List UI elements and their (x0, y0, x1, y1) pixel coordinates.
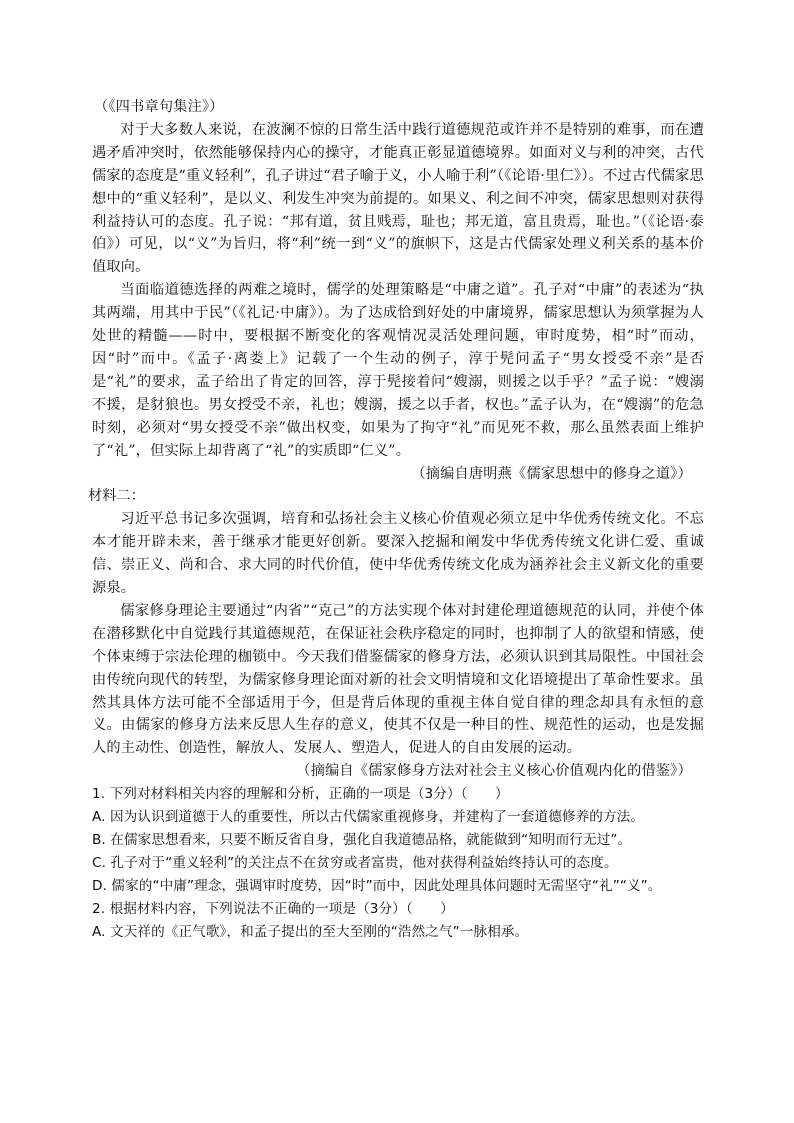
material1-paragraph-1: 对于大多数人来说，在波澜不惊的日常生活中践行道德规范或许并不是特别的难事，而在遭遇矛盾冲突时，依然能够保持内心的操守，才能真正彰显道德境界。如面对义与利的冲突，古代儒家的态度是“重义轻利”，孔子讲过“君子喻于义，小人喻于利”（《论语·里仁》）。不过古代儒家思想中的“重义轻利”，是以义、利发生冲突为前提的。如果义、利之间不冲突，儒家思想则对获得利益持认可的态度。孔子说：“邦有道，贫且贱焉，耻也；邦无道，富且贵焉，耻也。”（《论语·泰伯》）可见，以“义”为旨归，将“利”统一到“义”的旗帜下，这是古代儒家处理义利关系的基本价值取向。 (92, 121, 704, 276)
citation-top: （《四书章句集注》） (94, 99, 224, 115)
question-1: 1. 下列对材料相关内容的理解和分析，正确的一项是（3分）（ ） (92, 786, 509, 803)
material2-label: 材料二： (88, 488, 145, 505)
question-1-option-a: A. 因为认识到道德于人的重要性，所以古代儒家重视修身，并建构了一套道德修养的方法。 (92, 809, 645, 826)
question-1-option-c: C. 孔子对于“重义轻利”的关注点不在贫穷或者富贵，他对获得利益始终持认可的态度。 (92, 854, 618, 871)
question-2: 2. 根据材料内容，下列说法不正确的一项是（3分）（ ） (92, 900, 454, 917)
material1-source: （摘编自唐明燕《儒家思想中的修身之道》） (411, 465, 692, 482)
material2-paragraph-1: 习近平总书记多次强调，培育和弘扬社会主义核心价值观必须立足中华优秀传统文化。不忘本才能开辟未来，善于继承才能更好创新。要深入挖掘和阐发中华优秀传统文化讲仁爱、重诚信、崇正义、尚和合、求大同的时代价值，使中华优秀传统文化成为涵养社会主义新文化的重要源泉。 (92, 511, 704, 597)
question-2-option-a: A. 文天祥的《正气歌》，和孟子提出的至大至刚的“浩然之气”一脉相承。 (92, 923, 529, 940)
material1-paragraph-2: 当面临道德选择的两难之境时，儒学的处理策略是“中庸之道”。孔子对“中庸”的表述为“执其两端，用其中于民”（《礼记·中庸》）。为了达成恰到好处的中庸境界，儒家思想认为须掌握为人处世的精髓——时中，要根据不断变化的客观情况灵活处理问题，审时度势，相“时”而动，因“时”而中。《孟子·离娄上》记载了一个生动的例子，淳于髡问孟子“男女授受不亲”是否是“礼”的要求，孟子给出了肯定的回答，淳于髡接着问“嫂溺，则援之以手乎？”孟子说：“嫂溺不援，是豺狼也。男女授受不亲，礼也；嫂溺，援之以手者，权也。”孟子认为，在“嫂溺”的危急时刻，必须对“男女授受不亲”做出权变，如果为了拘守“礼”而见死不救，那么虽然表面上维护了“礼”，但实际上却背离了“礼”的实质即“仁义”。 (92, 282, 704, 459)
question-1-option-d: D. 儒家的“中庸”理念，强调审时度势，因“时”而中，因此处理具体问题时无需坚守“礼”“义”。 (92, 877, 662, 894)
document-page (88, 96, 704, 944)
question-1-option-b: B. 在儒家思想看来，只要不断反省自身，强化自我道德品格，就能做到“知明而行无过”。 (92, 832, 632, 848)
material2-paragraph-2: 儒家修身理论主要通过“内省”“克己”的方法实现个体对封建伦理道德规范的认同，并使个体在潜移默化中自觉践行其道德规范，在保证社会秩序稳定的同时，也抑制了人的欲望和情感，使个体束缚于宗法伦理的枷锁中。今天我们借鉴儒家的修身方法，必须认识到其局限性。中国社会由传统向现代的转型，为儒家修身理论面对新的社会文明情境和文化语境提出了革命性要求。虽然其具体方法可能不全部适用于今，但是背后体现的重视主体自觉自律的理念却具有永恒的意义。由儒家的修身方法来反思人生存的意义，使其不仅是一种目的性、规范性的运动，也是发掘人的主动性、创造性，解放人、发展人、塑造人，促进人的自由发展的运动。 (92, 602, 704, 757)
material2-source: （摘编自《儒家修身方法对社会主义核心价值观内化的借鉴》） (296, 763, 692, 780)
